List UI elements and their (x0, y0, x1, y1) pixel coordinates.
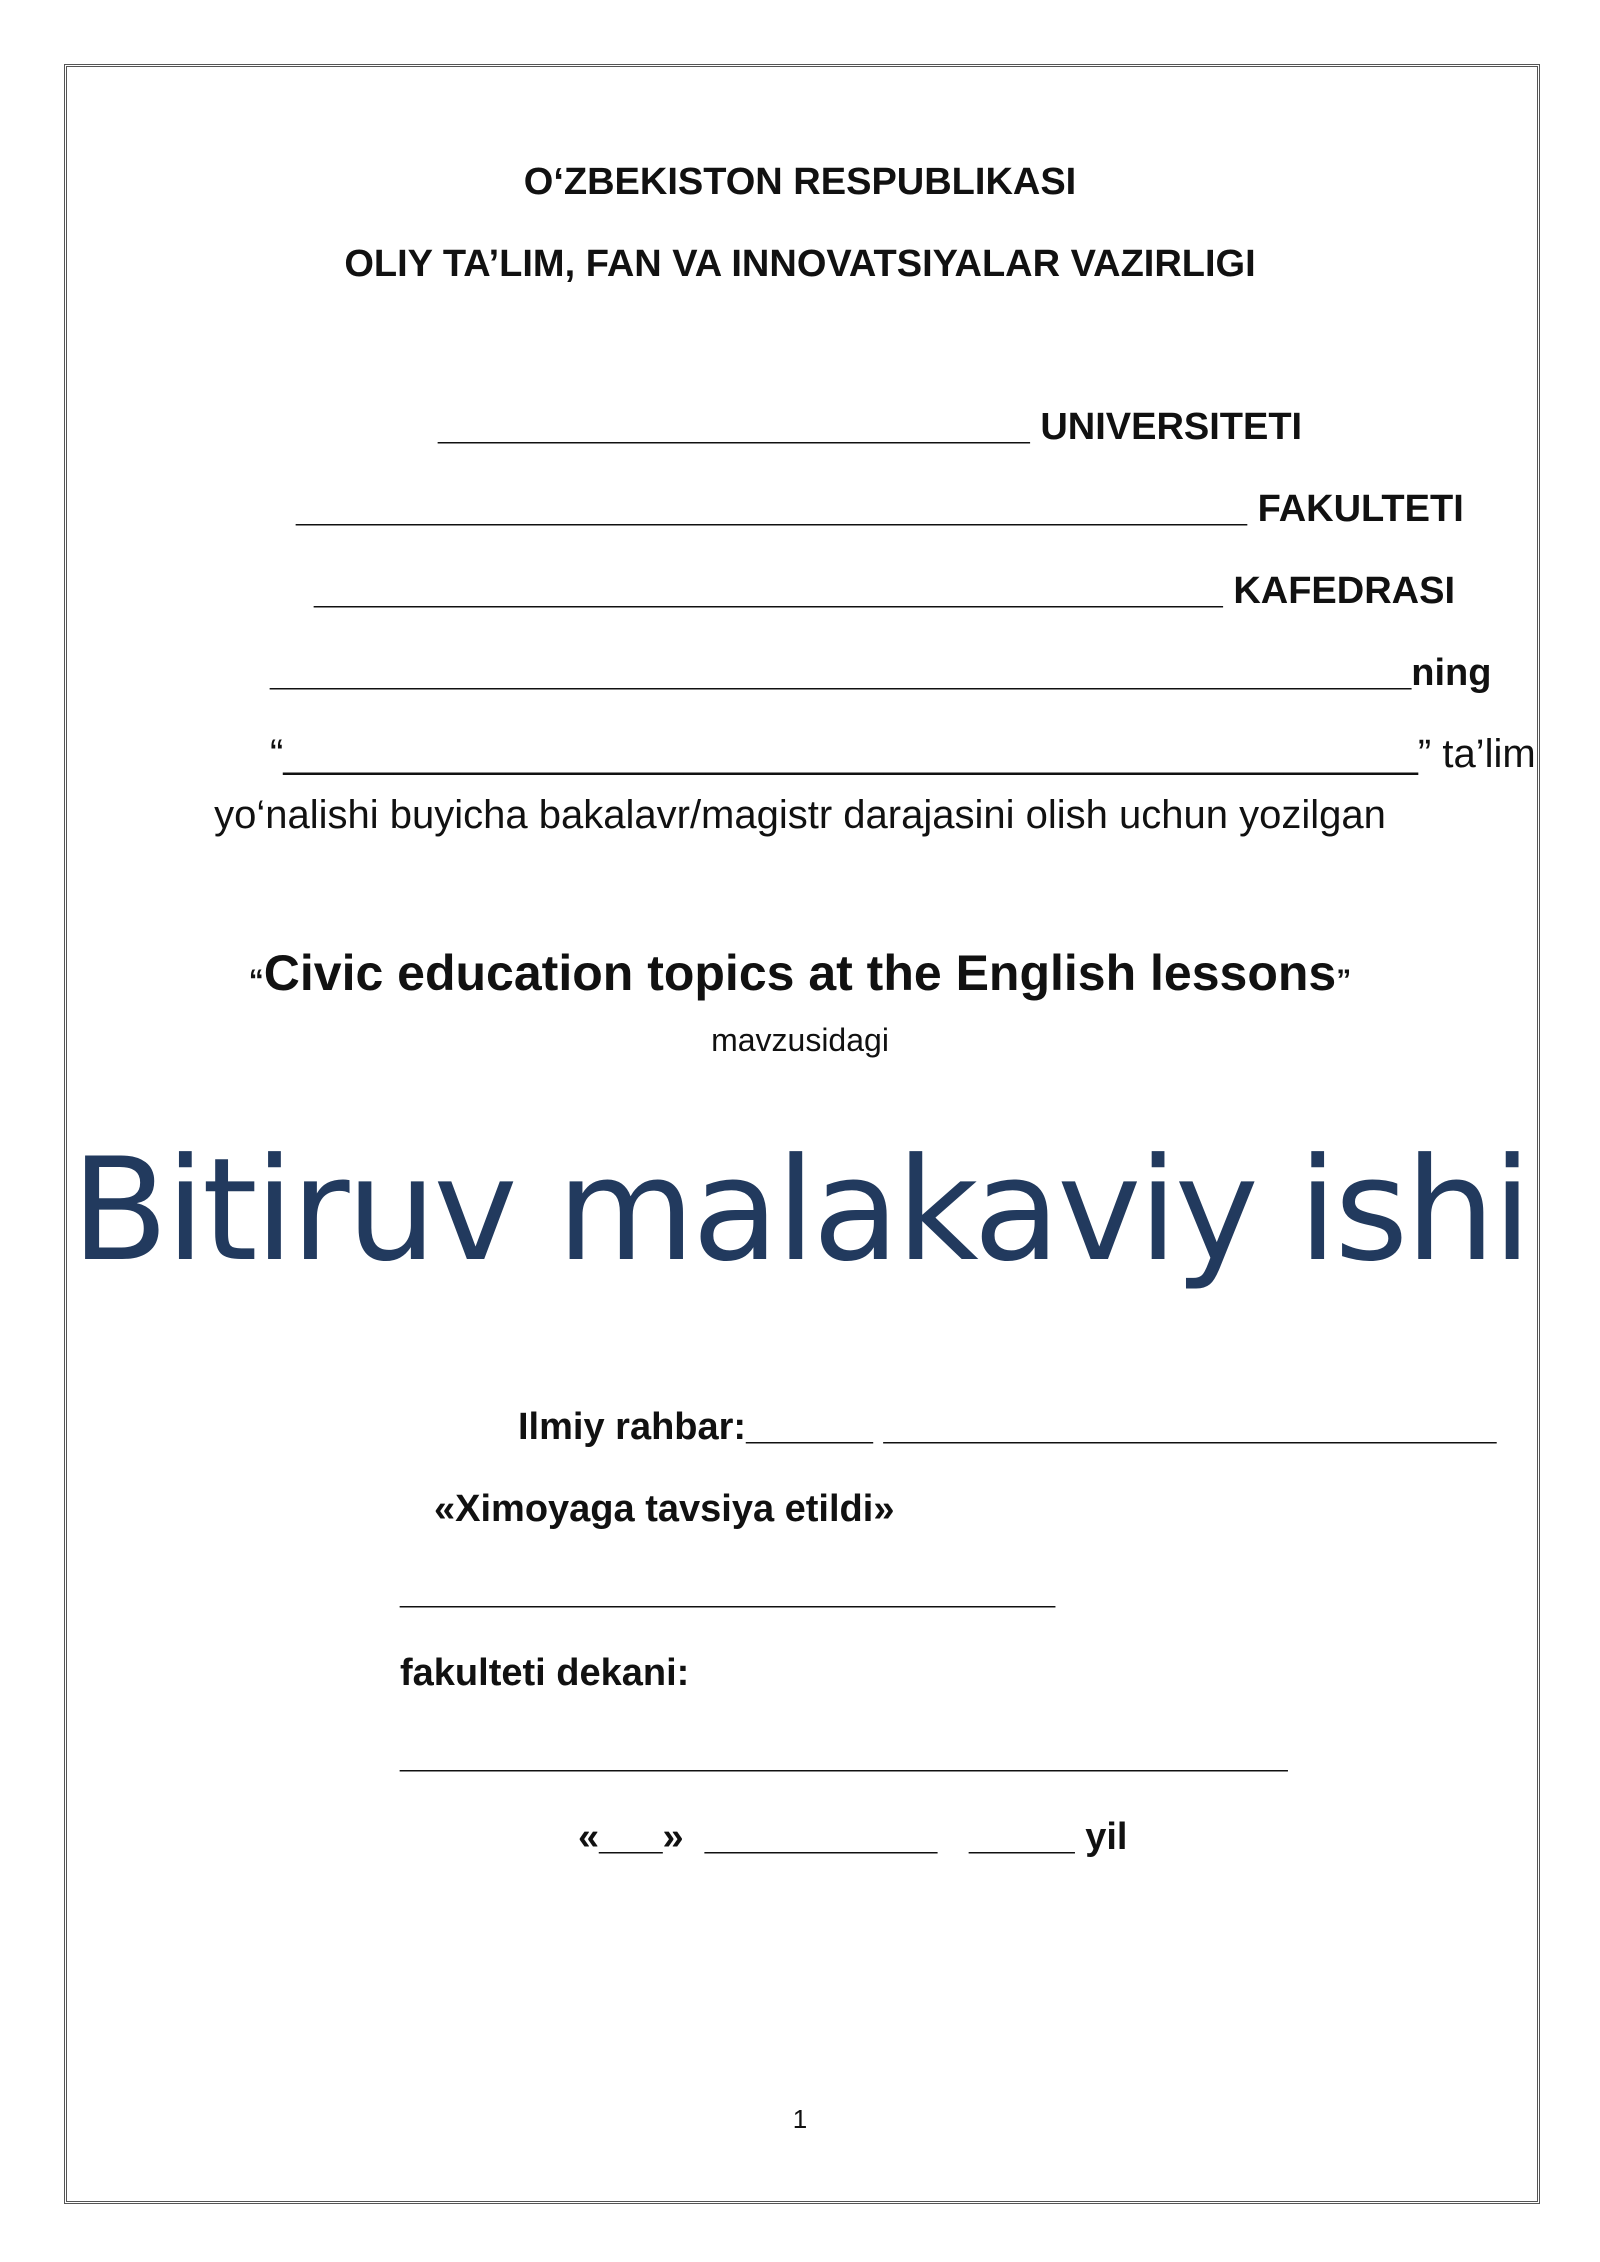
degree-text: yo‘nalishi buyicha bakalavr/magistr darajasini olish uchun yozilgan (214, 793, 1386, 837)
recommend-blank: _______________________________ (400, 1570, 1056, 1612)
date-line (578, 1818, 1127, 1856)
page-number-text: 1 (792, 2104, 808, 2134)
ministry-heading (0, 245, 1600, 283)
ministry-text: OLIY TA’LIM, FAN VA INNOVATSIYALAR VAZIRLIGI (344, 243, 1256, 285)
university-label: UNIVERSITETI (1040, 406, 1303, 448)
dean-signature-line (400, 1736, 1288, 1774)
topic-line (0, 945, 1600, 1001)
topic-subtitle (0, 1024, 1600, 1056)
direction-open-quote: “ (270, 732, 284, 776)
faculty-label: FAKULTETI (1257, 488, 1464, 530)
date-year: _____ (968, 1816, 1075, 1858)
faculty-blank: _____________________________________________ (296, 488, 1248, 530)
country-heading (0, 163, 1600, 201)
department-label: KAFEDRASI (1233, 570, 1456, 612)
advisor-blank-long: _____________________________ (883, 1406, 1497, 1448)
page-number (0, 2106, 1600, 2132)
country-text: O‘ZBEKISTON RESPUBLIKASI (523, 161, 1077, 203)
faculty-line (296, 490, 1464, 528)
recommend-label: «Ximoyaga tavsiya etildi» (434, 1488, 895, 1530)
direction-line (270, 734, 1536, 774)
dean-line (400, 1654, 689, 1692)
topic-open-quote: “ (248, 964, 264, 997)
date-suffix: yil (1085, 1816, 1128, 1858)
work-type-title (0, 1128, 1600, 1293)
dean-blank: __________________________________________ (400, 1734, 1288, 1776)
topic-title: Civic education topics at the English lessons (263, 945, 1337, 1001)
direction-close: ” ta’lim (1417, 732, 1536, 776)
advisor-label: Ilmiy rahbar: (518, 1406, 747, 1448)
advisor-line (518, 1408, 1496, 1446)
direction-blank: ___________________________________________________ (283, 732, 1418, 776)
topic-close-quote: ” (1336, 964, 1352, 997)
work-type-text: Bitiruv malakaviy ishi (71, 1128, 1529, 1293)
student-line (270, 654, 1491, 692)
topic-subtitle-text: mavzusidagi (711, 1022, 889, 1058)
advisor-blank-short: ______ (746, 1406, 873, 1448)
university-line (438, 408, 1302, 446)
date-day: «___» (578, 1816, 684, 1858)
department-line (314, 572, 1455, 610)
student-blank: ______________________________________________________ (270, 652, 1412, 694)
dean-label: fakulteti dekani: (400, 1652, 690, 1694)
recommend-signature-line (400, 1572, 1055, 1610)
recommend-line (434, 1490, 894, 1528)
degree-line (0, 795, 1600, 835)
university-blank: ____________________________ (438, 406, 1030, 448)
date-month: ___________ (704, 1816, 938, 1858)
department-blank: ___________________________________________ (314, 570, 1223, 612)
student-suffix: ning (1411, 652, 1492, 694)
